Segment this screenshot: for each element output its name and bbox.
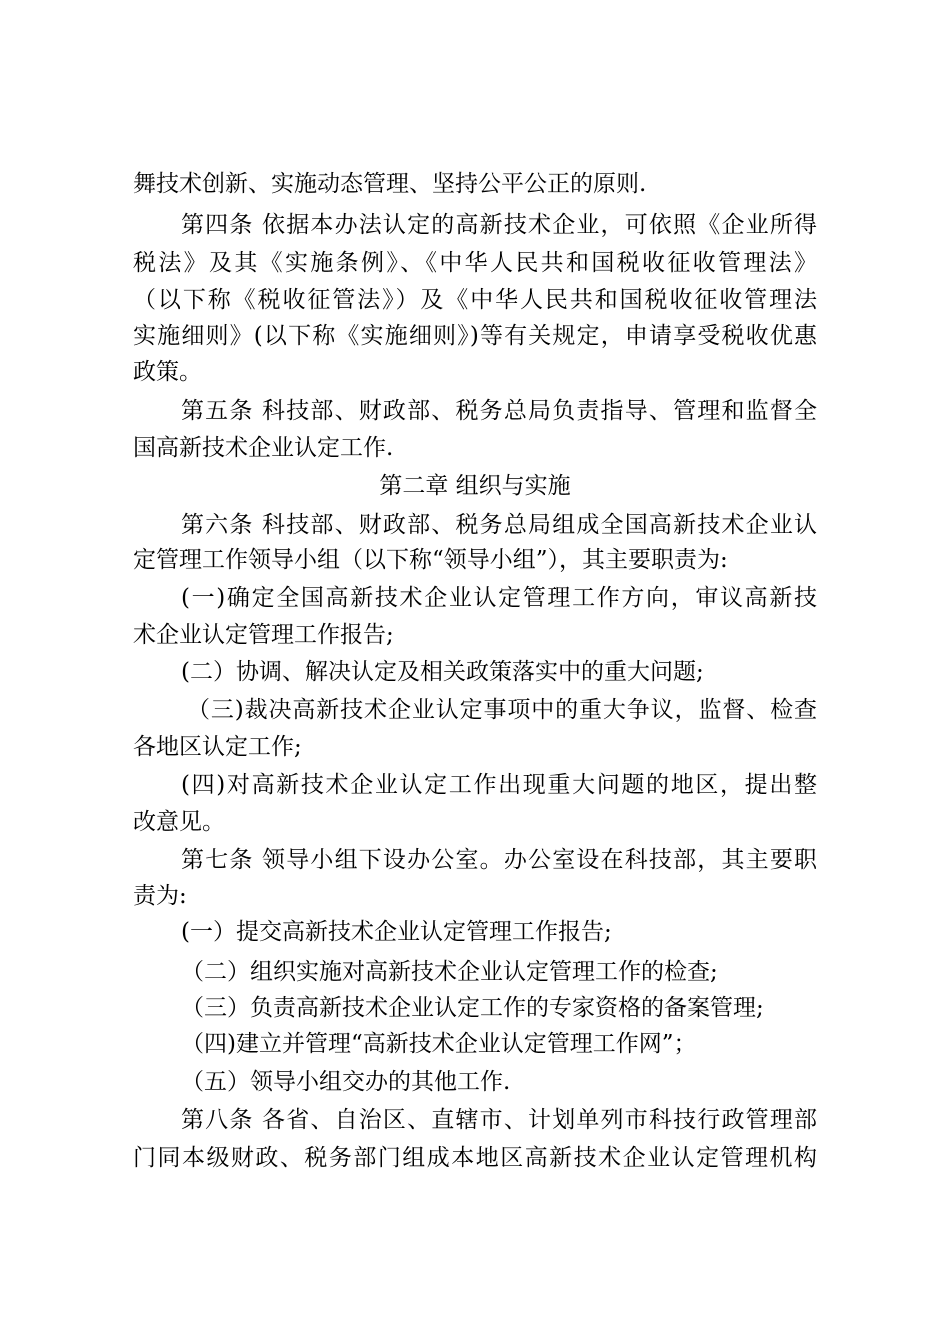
text-line: 术企业认定管理工作报告; [133,622,394,648]
article-8-line: 第八条 各省、自治区、直辖市、计划单列市科技行政管理部 [181,1107,817,1133]
text-line: 责为: [133,883,187,909]
text-line: 国高新技术企业认定工作. [133,435,394,461]
list-item-line: （三)裁决高新技术企业认定事项中的重大争议，监督、检查 [187,697,817,723]
text-line: 各地区认定工作; [133,734,302,760]
list-item-line: (四)对高新技术企业认定工作出现重大问题的地区，提出整 [181,772,817,798]
article-4-line: 第四条 依据本办法认定的高新技术企业，可依照《企业所得 [181,212,817,238]
list-item-line: （三）负责高新技术企业认定工作的专家资格的备案管理; [181,995,764,1021]
text-line: 定管理工作领导小组（以下称“领导小组”），其主要职责为: [133,547,728,573]
list-item-line: (一）提交高新技术企业认定管理工作报告; [181,919,612,945]
article-6-line: 第六条 科技部、财政部、税务总局组成全国高新技术企业认 [181,512,817,538]
text-line: 改意见。 [133,809,225,835]
list-item-line: （四)建立并管理“高新技术企业认定管理工作网”； [181,1031,697,1057]
text-line: 实施细则》(以下称《实施细则》)等有关规定，申请享受税收优惠 [133,323,817,349]
text-line: 税法》及其《实施条例》、《中华人民共和国税收征收管理法》 [133,250,817,276]
text-line: 门同本级财政、税务部门组成本地区高新技术企业认定管理机构 [133,1145,817,1171]
list-item-line: (二）协调、解决认定及相关政策落实中的重大问题; [181,659,704,685]
list-item-line: (一)确定全国高新技术企业认定管理工作方向，审议高新技 [181,585,817,611]
chapter-heading: 第二章 组织与实施 [379,473,571,499]
article-5-line: 第五条 科技部、财政部、税务总局负责指导、管理和监督全 [181,398,817,424]
text-line: 政策。 [133,359,202,385]
text-line: （以下称《税收征管法》）及《中华人民共和国税收征收管理法 [133,287,817,313]
list-item-line: （二）组织实施对高新技术企业认定管理工作的检查; [181,959,718,985]
list-item-line: （五）领导小组交办的其他工作. [181,1069,511,1095]
article-7-line: 第七条 领导小组下设办公室。办公室设在科技部，其主要职 [181,847,817,873]
text-line: 舞技术创新、实施动态管理、坚持公平公正的原则. [133,171,647,197]
